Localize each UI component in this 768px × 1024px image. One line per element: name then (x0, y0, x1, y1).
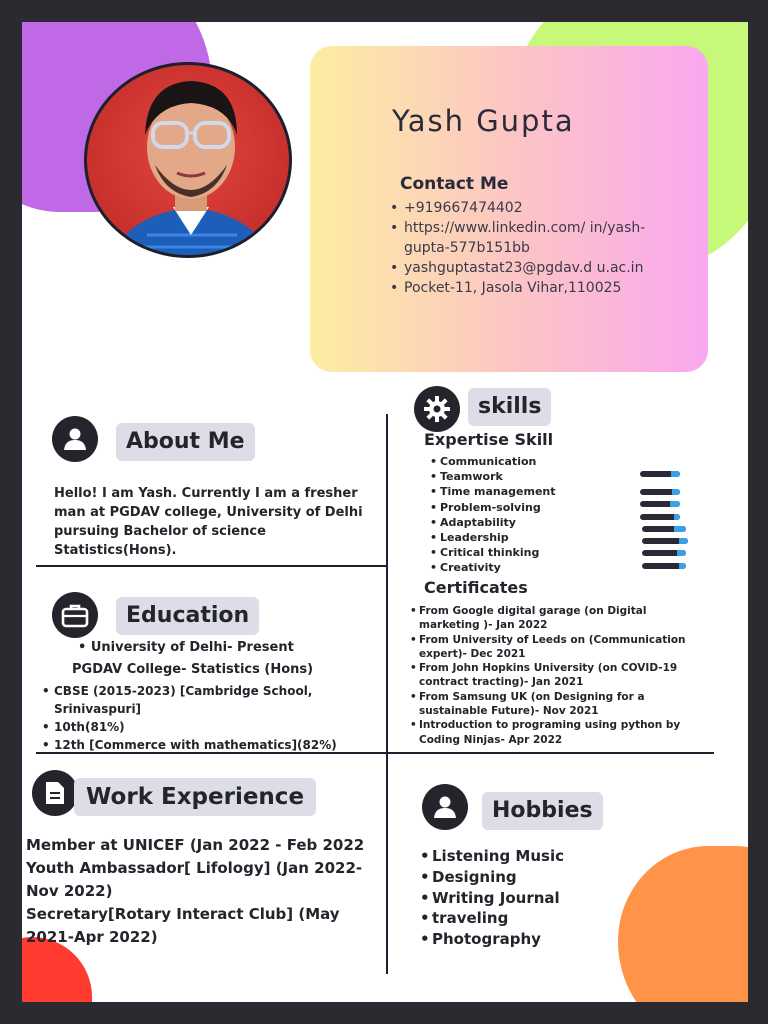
certificate-item: • From University of Leeds on (Communication expert)- Dec 2021 (410, 633, 690, 662)
skill-item: • Adaptability (430, 515, 556, 530)
decor-blob-orange (618, 846, 748, 1002)
contact-address: • Pocket-11, Jasola Vihar,110025 (390, 278, 690, 298)
work-item: Youth Ambassador[ Lifology] (Jan 2022-Nov 2022) (26, 859, 363, 900)
skill-item: • Time management (430, 484, 556, 499)
skill-level-bar (640, 501, 680, 507)
certificate-item: • From Samsung UK (on Designing for a sustainable Future)- Nov 2021 (410, 690, 690, 719)
person-icon (52, 416, 98, 462)
hobbies-heading: Hobbies (482, 792, 603, 830)
skill-item: • Communication (430, 454, 556, 469)
skill-level-bar (640, 514, 680, 520)
education-university: • University of Delhi- Present (78, 640, 294, 655)
education-heading: Education (116, 597, 259, 635)
education-list (42, 682, 382, 754)
skill-level-fill (670, 501, 680, 507)
contact-phone[interactable]: • +919667474402 (390, 198, 690, 218)
skill-level-fill (679, 563, 686, 569)
skill-item: • Creativity (430, 560, 556, 575)
gear-icon (414, 386, 460, 432)
education-item: • CBSE (2015-2023) [Cambridge School, Srinivaspuri] (42, 682, 382, 718)
work-item: Member at UNICEF (Jan 2022 - Feb 2022 (26, 836, 365, 854)
skill-level-fill (677, 550, 686, 556)
contact-card (310, 46, 708, 372)
skill-item: • Teamwork (430, 469, 556, 484)
hobby-item: • Writing Journal (420, 888, 564, 909)
skill-level-fill (674, 526, 686, 532)
contact-list (390, 198, 690, 298)
skill-item: • Leadership (430, 530, 556, 545)
skill-level-bar (642, 526, 686, 532)
skills-heading: skills (468, 388, 551, 426)
hobby-item: • traveling (420, 908, 564, 929)
skill-level-bar (642, 538, 688, 544)
about-text: Hello! I am Yash. Currently I am a fresher man at PGDAV college, University of Delhi pursuing Bachelor of science Statistics(Hons). (54, 486, 363, 558)
skill-level-fill (671, 471, 680, 477)
skill-item: • Critical thinking (430, 545, 556, 560)
column-divider (386, 414, 388, 974)
contact-linkedin[interactable]: • https://www.linkedin.com/ in/yash-gupta-577b151bb (390, 218, 690, 258)
certificates-heading: Certificates (424, 578, 528, 597)
contact-email[interactable]: • yashguptastat23@pgdav.d u.ac.in (390, 258, 690, 278)
certificate-item: • Introduction to programing using python by Coding Ninjas- Apr 2022 (410, 718, 690, 747)
hobby-list (420, 846, 564, 950)
work-heading: Work Experience (74, 778, 316, 816)
skill-level-bars (640, 471, 690, 575)
skill-item: • Problem-solving (430, 500, 556, 515)
hobby-item: • Designing (420, 867, 564, 888)
certificate-item: • From Google digital garage (on Digital marketing )- Jan 2022 (410, 604, 690, 633)
education-item: • 12th [Commerce with mathematics](82%) (42, 736, 382, 754)
certificate-item: • From John Hopkins University (on COVID-19 contract tracting)- Jan 2021 (410, 661, 690, 690)
certificate-list (410, 604, 690, 747)
work-list (26, 834, 382, 949)
skill-level-bar (642, 563, 686, 569)
education-item: • 10th(81%) (42, 718, 382, 736)
contact-heading: Contact Me (400, 174, 509, 194)
hobby-item: • Listening Music (420, 846, 564, 867)
education-college: PGDAV College- Statistics (Hons) (72, 662, 314, 677)
expertise-heading: Expertise Skill (424, 430, 554, 449)
document-icon (32, 770, 78, 816)
section-divider-about (36, 565, 388, 567)
skill-level-bar (642, 550, 686, 556)
about-heading: About Me (116, 423, 255, 461)
person-icon (422, 784, 468, 830)
resume-page (22, 22, 748, 1002)
skill-list (430, 454, 556, 576)
hobby-item: • Photography (420, 929, 564, 950)
skill-level-bar (640, 471, 680, 477)
briefcase-icon (52, 592, 98, 638)
work-item: Secretary[Rotary Interact Club] (May 2021-Apr 2022) (26, 905, 340, 946)
skill-level-fill (674, 514, 680, 520)
candidate-name: Yash Gupta (392, 104, 575, 138)
skill-level-bar (640, 489, 680, 495)
profile-photo (84, 62, 292, 258)
skill-level-fill (672, 489, 680, 495)
skill-level-fill (679, 538, 688, 544)
